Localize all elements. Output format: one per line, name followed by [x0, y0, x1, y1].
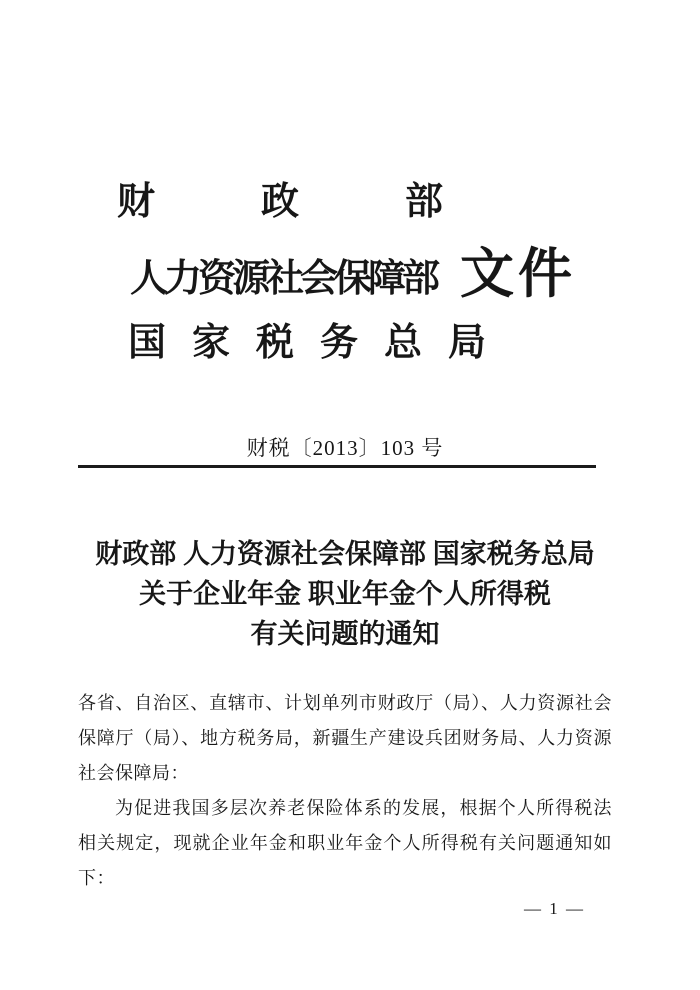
letterhead-line-mohrss — [130, 244, 700, 304]
document-body — [78, 686, 612, 896]
letterhead-mohrss-name: 人力资源社会保障部 — [130, 258, 437, 300]
document-title-line-3: 有关问题的通知 — [250, 619, 440, 649]
intro-line-2: 相关规定，现就企业年金和职业年金个人所得税有关问题通知如 — [78, 833, 612, 853]
page-number: — 1 — — [524, 899, 585, 918]
document-content — [78, 436, 612, 920]
header-divider-rule — [78, 465, 596, 468]
recipients-line-1: 各省、自治区、直辖市、计划单列市财政厅（局）、人力资源社会 — [78, 693, 612, 713]
letterhead-line-mof: 财政部 — [117, 181, 550, 223]
letterhead-line-sat: 国家税务总局 — [128, 322, 513, 364]
letterhead-wenjian-label: 文件 — [460, 244, 577, 304]
document-title-line-1: 财政部 人力资源社会保障部 国家税务总局 — [95, 539, 595, 569]
recipients-line-2: 保障厅（局）、地方税务局，新疆生产建设兵团财务局、人力资源 — [78, 728, 612, 748]
document-title — [78, 534, 612, 654]
letterhead — [0, 0, 700, 362]
recipients-line-3: 社会保障局： — [78, 763, 189, 783]
document-number: 财税〔2013〕103 号 — [246, 436, 444, 460]
intro-line-1: 为促进我国多层次养老保险体系的发展，根据个人所得税法 — [115, 798, 612, 818]
document-title-line-2: 关于企业年金 职业年金个人所得税 — [139, 579, 551, 609]
intro-line-3: 下： — [78, 868, 115, 888]
